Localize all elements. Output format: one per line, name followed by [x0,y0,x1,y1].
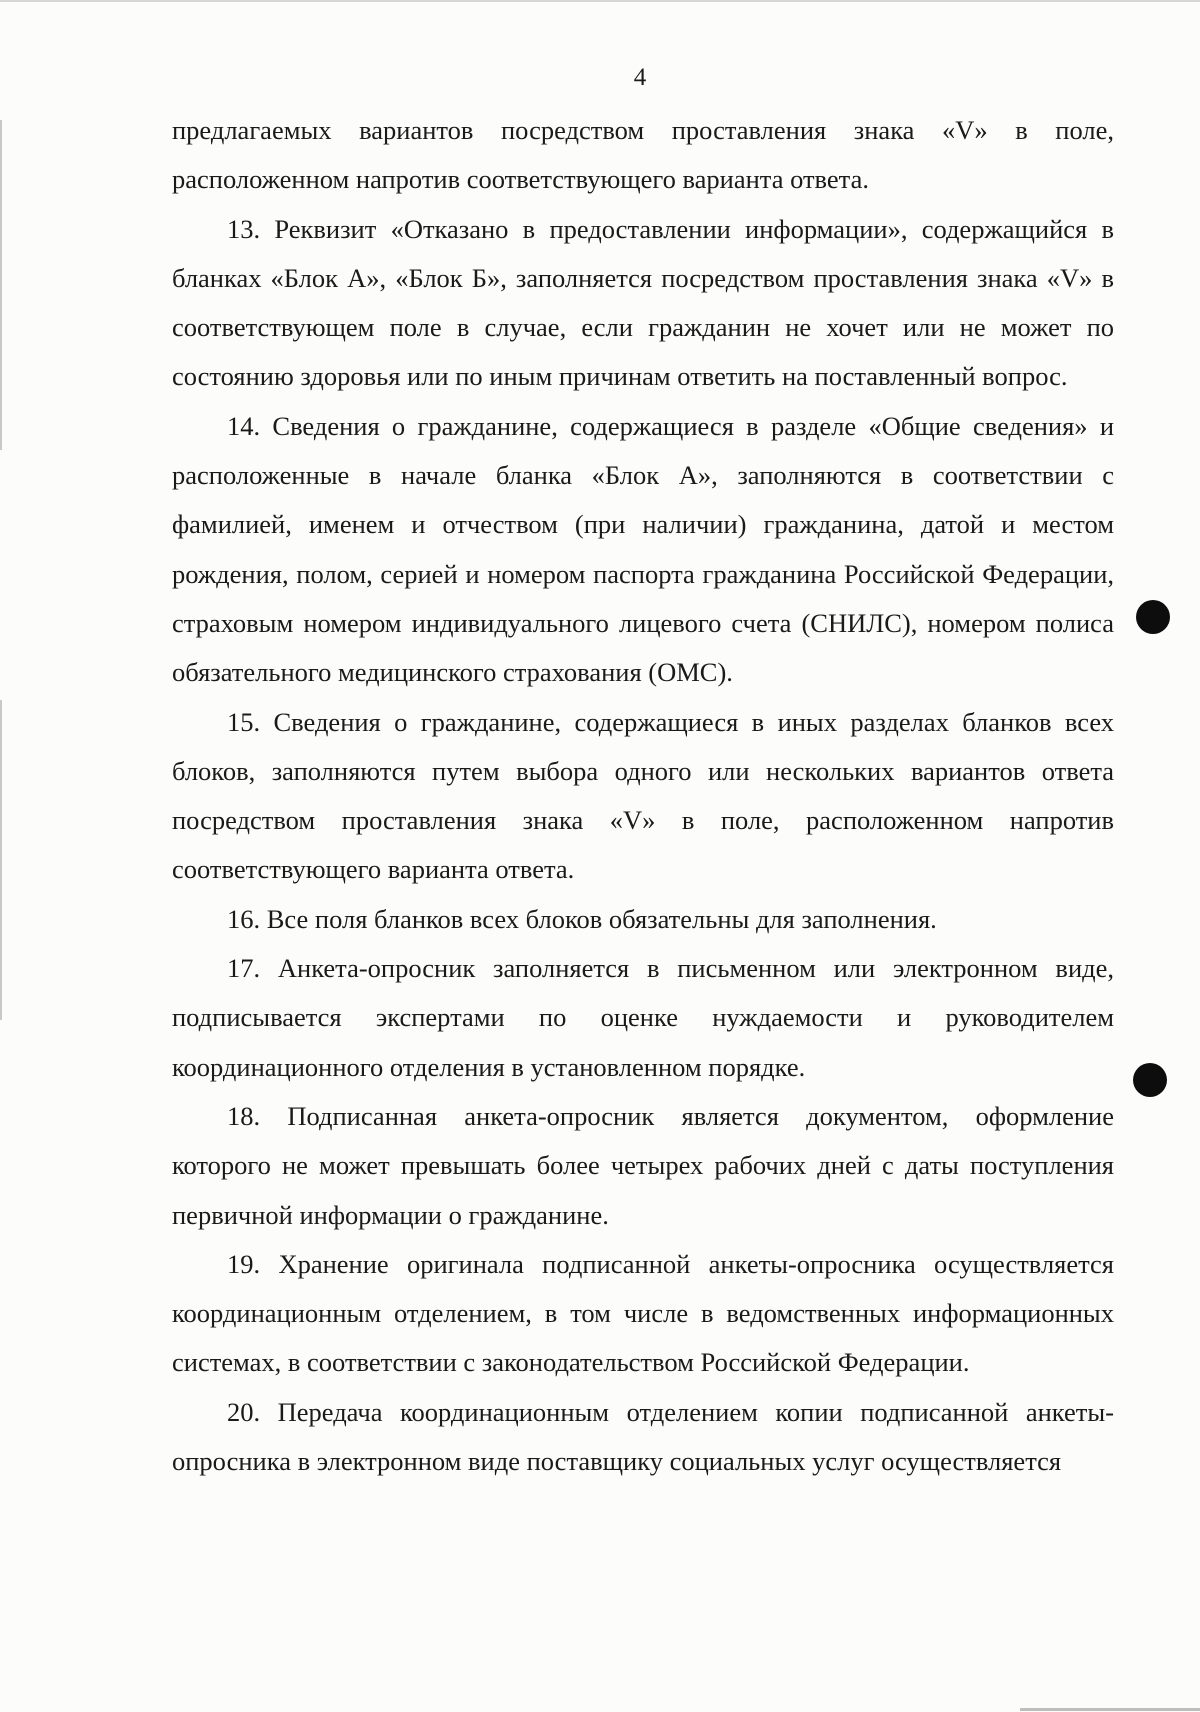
document-body [172,106,1114,1486]
paragraph-18: 18. Подписанная анкета-опросник является документом, оформление которого не может превышать более четырех рабочих дней с даты поступления первичной информации о гражданине. [172,1100,1114,1230]
paragraph-14: 14. Сведения о гражданине, содержащиеся в разделе «Общие сведения» и расположенные в начале бланка «Блок А», заполняются в соответствии с фамилией, именем и отчеством (при наличии) гражданина, датой и местом рождения, полом, серией и номером паспорта гражданина Российской Федерации, страховым номером индивидуального лицевого счета (СНИЛС), номером полиса обязательного медицинского страхования (ОМС). [172,410,1114,688]
scan-left-edge [0,700,2,1020]
scan-top-edge [0,0,1200,2]
paragraph-continuation: предлагаемых вариантов посредством проставления знака «V» в поле, расположенном напротив соответствующего варианта ответа. [172,115,1114,195]
paragraph-13: 13. Реквизит «Отказано в предоставлении информации», содержащийся в бланках «Блок А», «Блок Б», заполняется посредством проставления знака «V» в соответствующем поле в случае, если гражданин не хочет или не может по состоянию здоровья или по иным причинам ответить на поставленный вопрос. [172,213,1114,392]
scan-bottom-edge [1020,1708,1200,1711]
scan-left-edge [0,120,2,450]
paragraph-20: 20. Передача координационным отделением копии подписанной анкеты-опросника в электронном виде поставщику социальных услуг осуществляется [172,1396,1114,1477]
paragraph-16: 16. Все поля бланков всех блоков обязательны для заполнения. [227,903,937,934]
paragraph-15: 15. Сведения о гражданине, содержащиеся в иных разделах бланков всех блоков, заполняются путем выбора одного или нескольких вариантов ответа посредством проставления знака «V» в поле, расположенном напротив соответствующего варианта ответа. [172,706,1114,885]
paragraph-17: 17. Анкета-опросник заполняется в письменном или электронном виде, подписывается экспертами по оценке нуждаемости и руководителем координационного отделения в установленном порядке. [172,953,1114,1082]
paragraph-19: 19. Хранение оригинала подписанной анкеты-опросника осуществляется координационным отделением, в том числе в ведомственных информационных системах, в соответствии с законодательством Российской Федерации. [172,1248,1114,1378]
punch-hole-mark [1133,1063,1167,1097]
punch-hole-mark [1136,600,1170,634]
page-number: 4 [633,64,647,91]
